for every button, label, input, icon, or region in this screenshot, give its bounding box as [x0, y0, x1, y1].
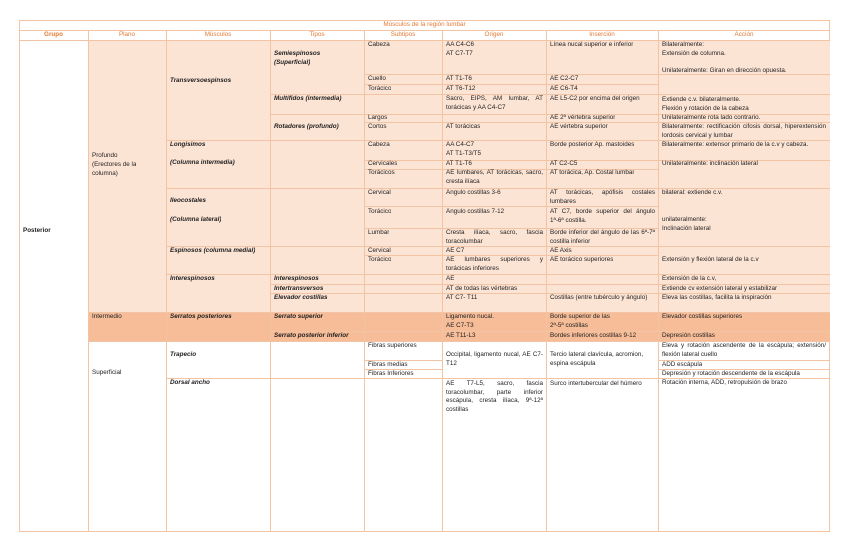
table-title: Músculos de la región lumbar	[383, 21, 466, 28]
subtipo: Cervicales	[368, 160, 398, 167]
header-plano: Plano	[118, 31, 136, 38]
musculo-ileo: Ileocostales	[170, 197, 207, 204]
rule	[364, 30, 365, 532]
accion: Elevador costillas superiores	[662, 313, 743, 320]
origen: AE lumbares superiores y torácicas inferiores	[446, 256, 543, 272]
tipo-multifidos: Multífidos (intermedia)	[274, 95, 342, 102]
accion: Rotación interna, ADD, retropulsión de brazo	[662, 379, 787, 386]
subtipo: Torácicos	[368, 169, 395, 176]
subtipo: Cuello	[368, 75, 386, 82]
plano-profundo: Profundo	[92, 152, 118, 159]
rule	[658, 30, 659, 532]
accion: Bilateralmente:	[662, 41, 704, 48]
plano-intermedio: Intermedio	[92, 313, 122, 320]
musculo-interespinosos: Interespinosos	[170, 275, 215, 282]
rule	[88, 30, 89, 532]
origen: AE T11-L3	[446, 332, 476, 339]
origen: AT de todas las vértebras	[446, 285, 518, 292]
insercion: AE C6-T4	[550, 85, 578, 92]
tipo-rotadores: Rotadores (profundo)	[274, 123, 339, 130]
insercion: AT torácica, Ap. Costal lumbar	[550, 169, 635, 176]
insercion: AE torácico superiores	[550, 256, 614, 263]
accion: Eleva y rotación ascendente de la escápula; extensión/ flexión lateral cuello	[662, 342, 826, 358]
musculo-longisimos-sub: (Columna intermedia)	[170, 159, 235, 166]
accion: Extensión de columna.	[662, 50, 726, 57]
insercion: AE C2-C7	[550, 75, 579, 82]
rule	[364, 84, 658, 85]
subtipo: Lumbar	[368, 229, 390, 236]
origen: AT T1-T6	[446, 75, 472, 82]
rule	[270, 30, 271, 532]
origen: AT torácicas	[446, 123, 481, 130]
origen: AE T7-L5, sacro, fascia toracolumbar, parte inferior escápula, cresta ilíaca, 9ª-12ª costillas	[446, 380, 543, 413]
musculo-transverso: Transversoespinsos	[170, 77, 232, 84]
origen: AA C4-C6	[446, 41, 474, 48]
musculo-longisimos: Longisimos	[170, 141, 206, 148]
header-insercion: Inserción	[589, 31, 615, 38]
accion: Unilateralmente: inclinación lateral	[662, 160, 758, 167]
insercion: Línea nucal superior e inferior	[550, 41, 634, 48]
accion: Extiende c.v. bilateralmente.	[662, 96, 741, 103]
subtipo: Fibras Inferiores	[368, 370, 414, 377]
insercion: 2ª-5ª costillas	[550, 322, 588, 329]
rule	[166, 30, 167, 532]
insercion: AT C7, borde superior del ángulo 1ª-6ª costilla.	[550, 208, 655, 224]
rule	[364, 160, 830, 161]
accion: Flexión y rotación de la cabeza	[662, 105, 749, 112]
origen: Cresta ilíaca, sacro, fascia toracolumbar	[446, 229, 543, 245]
insercion: AE vértebra superior	[550, 123, 608, 130]
origen: AT C7-T7	[446, 50, 473, 57]
origen: AE C7-T3	[446, 322, 474, 329]
subtipo: Cervical	[368, 247, 391, 254]
tipo-serrato-inf: Serrato posterior inferior	[274, 332, 349, 339]
musculo-trapecio: Trapecio	[170, 351, 197, 358]
origen: AA C4-C7	[446, 141, 474, 148]
header-subtipos: Subtipos	[390, 31, 416, 38]
subtipo: Largos	[368, 114, 388, 121]
plano-superficial: Superficial	[92, 369, 122, 376]
musculo-dorsal: Dorsal ancho	[170, 379, 210, 386]
accion: Extiende cv extensión lateral y estabilizar	[662, 285, 778, 292]
insercion: AE 2ª vértebra superior	[550, 114, 616, 121]
insercion: Tercio lateral clavícula, acromion, espina escápula	[550, 351, 644, 367]
accion: bilateral: extiende c.v.	[662, 189, 723, 196]
accion: Eleva las costillas, facilita la inspiración	[662, 294, 772, 301]
accion: Depresión y rotación descendente de la escápula	[662, 370, 800, 377]
insercion: AE L5-C2 por encima del origen	[550, 95, 640, 102]
subtipo: Fibras medias	[368, 361, 408, 368]
header-musculos: Músculos	[204, 31, 232, 38]
accion: Extensión de la c.v,	[662, 275, 717, 282]
musculo-ileo-sub: (Columna lateral)	[170, 216, 222, 223]
header-origen: Origen	[484, 31, 504, 38]
insercion: Costillas (entre tubérculo y ángulo)	[550, 294, 648, 301]
accion: Unilateralmente: Giran en dirección opuesta.	[662, 67, 787, 74]
origen: Ángulo costillas 7-12	[446, 208, 505, 215]
rule	[166, 274, 830, 275]
tipo-semi: Semiespinosos	[274, 50, 321, 57]
insercion: Borde inferior del ángulo de las 6ª-7ª costilla inferior	[550, 229, 655, 245]
origen: Occipital, ligamento nucal, AE C7- T12	[446, 351, 543, 367]
accion: Inclinación lateral	[662, 225, 711, 232]
insercion: Borde posterior Ap. mastoides	[550, 141, 635, 148]
insercion: AE Axis	[550, 247, 572, 254]
subtipo: Cervical	[368, 189, 391, 196]
insercion: Surco intertubercular del húmero	[550, 380, 642, 387]
header-grupo: Grupo	[44, 31, 63, 38]
subtipo: Torácico	[368, 208, 392, 215]
origen: AT T1-T6	[446, 160, 472, 167]
insercion: Borde superior de las	[550, 313, 610, 320]
tipo-interespinosos: Interespinosos	[274, 275, 319, 282]
origen: AE	[446, 275, 455, 282]
subtipo: Cortos	[368, 123, 387, 130]
tipo-elevador: Elevador costillas	[274, 294, 328, 301]
origen: Ángulo costillas 3-6	[446, 189, 501, 196]
grupo-posterior: Posterior	[23, 227, 51, 234]
subtipo: Fibras superiores	[368, 342, 417, 349]
header-tipos: Tipos	[309, 31, 325, 38]
origen: AE C7	[446, 247, 465, 254]
musculo-espinosos: Espinosos (columna medial)	[170, 247, 256, 254]
rule	[442, 30, 443, 532]
accion: Depresión costillas	[662, 332, 715, 339]
tipo-serrato-sup: Serrato superior	[274, 313, 323, 320]
accion: Extensión y flexión lateral de la c.v	[662, 256, 759, 263]
insercion: AT torácicas, apófisis costales lumbares	[550, 189, 655, 205]
origen: Ligamento nucal.	[446, 313, 494, 320]
subtipo: Cabeza	[368, 141, 390, 148]
accion: Unilateralmente rota lado contrario.	[662, 114, 761, 121]
musculo-serratos: Serratos posteriores	[170, 313, 232, 320]
accion: ADD escápula	[662, 361, 703, 368]
accion: unilateralmente:	[662, 216, 707, 223]
origen: Sacro, EIPS, AM lumbar, AT torácicas y AA C4-C7	[446, 95, 543, 111]
origen: AT T1-T3/T5	[446, 150, 481, 157]
accion: Bilateralmente: extensor primario de la c.v y cabeza.	[662, 141, 809, 148]
subtipo: Cabeza	[368, 41, 390, 48]
subtipo: Torácico	[368, 85, 392, 92]
plano-profundo-sub: (Erectores de la	[92, 161, 137, 168]
rule	[546, 30, 547, 532]
origen: AT T6-T12	[446, 85, 476, 92]
insercion: AT C2-C5	[550, 160, 578, 167]
origen: AE lumbares, AT torácicas, sacro, cresta ilíaca	[446, 169, 543, 185]
accion: Bilateralmente: rectificación cifosis dorsal, hiperextensión lordosis cervical y lumbar	[662, 123, 826, 139]
subtipo: Torácico	[368, 256, 392, 263]
origen: AT C7- T11	[446, 294, 478, 301]
insercion: Bordes inferiores costillas 9-12	[550, 332, 637, 339]
tipo-intertransversos: Intertransversos	[274, 285, 324, 292]
plano-profundo-sub: columna)	[92, 170, 118, 177]
rule	[19, 40, 830, 41]
header-accion: Acción	[734, 31, 754, 38]
tipo-semi-sub: (Superficial)	[274, 59, 311, 66]
